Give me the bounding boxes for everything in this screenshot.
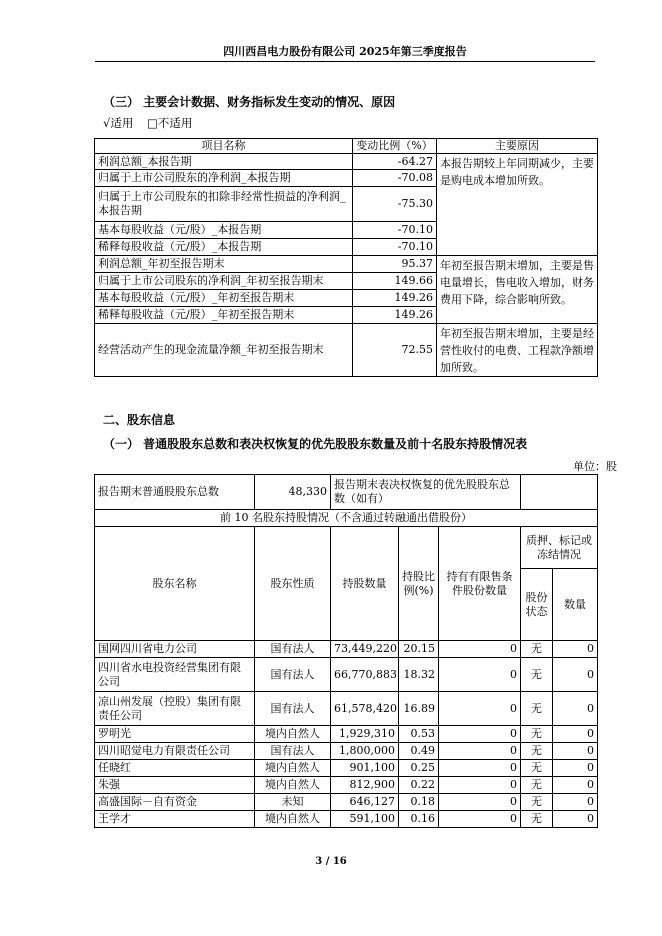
- table-row: [95, 777, 598, 794]
- shareholder-name: 王学才: [95, 811, 255, 828]
- item-cell: 利润总额_本报告期: [95, 154, 353, 170]
- not-applicable-option: □不适用: [146, 116, 193, 130]
- ratio-cell: -75.30: [353, 187, 437, 222]
- shareholder-nature: 国有法人: [255, 743, 331, 760]
- total-shareholders-value: 48,330: [255, 475, 331, 510]
- shareholder-qty: 0: [553, 692, 598, 726]
- shareholder-restricted: 0: [439, 811, 521, 828]
- col-header-qty: 数量: [553, 569, 598, 641]
- ratio-cell: 95.37: [353, 256, 437, 273]
- item-cell: 稀释每股收益（元/股）_本报告期: [95, 239, 353, 256]
- header-divider: [95, 61, 595, 62]
- shareholder-restricted: 0: [439, 743, 521, 760]
- total-shareholders-label: 报告期末普通股股东总数: [95, 475, 255, 510]
- preferred-shareholders-label: 报告期末表决权恢复的优先股股东总数（如有）: [331, 475, 521, 510]
- col-header-restricted: 持有有限售条件股份数量: [439, 527, 521, 641]
- shareholder-status: 无: [521, 658, 553, 692]
- unit-label: 单位：股: [573, 460, 617, 473]
- shareholder-name: 四川省水电投资经营集团有限公司: [95, 658, 255, 692]
- table-row: [95, 658, 598, 692]
- page-header: 四川西昌电力股份有限公司 2025年第三季度报告: [223, 45, 467, 58]
- ratio-cell: -70.10: [353, 239, 437, 256]
- table-row: [95, 743, 598, 760]
- shareholder-shares: 646,127: [331, 794, 399, 811]
- shareholder-nature: 境内自然人: [255, 760, 331, 777]
- shareholder-restricted: 0: [439, 692, 521, 726]
- shareholder-restricted: 0: [439, 794, 521, 811]
- top10-caption: 前 10 名股东持股情况（不含通过转融通出借股份）: [95, 510, 598, 527]
- shareholder-status: 无: [521, 794, 553, 811]
- ratio-cell: 149.26: [353, 290, 437, 307]
- section3-title: （三） 主要会计数据、财务指标发生变动的情况、原因: [103, 95, 396, 109]
- shareholder-name: 朱强: [95, 777, 255, 794]
- shareholder-ratio: 0.18: [399, 794, 439, 811]
- item-cell: 归属于上市公司股东的扣除非经常性损益的净利润_本报告期: [95, 187, 353, 222]
- shareholder-restricted: 0: [439, 641, 521, 658]
- shareholder-qty: 0: [553, 811, 598, 828]
- shareholder-subsection-title: （一） 普通股股东总数和表决权恢复的优先股股东数量及前十名股东持股情况表: [103, 437, 528, 451]
- item-cell: 基本每股收益（元/股）_本报告期: [95, 222, 353, 239]
- item-cell: 经营活动产生的现金流量净额_年初至报告期末: [95, 324, 353, 377]
- shareholder-ratio: 16.89: [399, 692, 439, 726]
- ratio-cell: -64.27: [353, 154, 437, 170]
- shareholder-qty: 0: [553, 641, 598, 658]
- shareholder-restricted: 0: [439, 658, 521, 692]
- shareholder-nature: 境内自然人: [255, 777, 331, 794]
- shareholder-qty: 0: [553, 658, 598, 692]
- shareholder-qty: 0: [553, 743, 598, 760]
- ratio-cell: -70.10: [353, 222, 437, 239]
- item-cell: 稀释每股收益（元/股）_年初至报告期末: [95, 307, 353, 324]
- shareholder-status: 无: [521, 692, 553, 726]
- item-cell: 归属于上市公司股东的净利润_年初至报告期末: [95, 273, 353, 290]
- shareholder-shares: 73,449,220: [331, 641, 399, 658]
- table-row: [95, 760, 598, 777]
- shareholder-shares: 901,100: [331, 760, 399, 777]
- reason-cell: 年初至报告期末增加，主要是售电量增长，售电收入增加，财务费用下降，综合影响所致。: [437, 256, 598, 324]
- col-header-nature: 股东性质: [255, 527, 331, 641]
- shareholder-restricted: 0: [439, 777, 521, 794]
- shareholder-shares: 66,770,883: [331, 658, 399, 692]
- shareholder-status: 无: [521, 777, 553, 794]
- shareholder-status: 无: [521, 726, 553, 743]
- preferred-shareholders-value: [521, 475, 598, 510]
- col-header-pledge-group: 质押、标记或冻结情况: [521, 527, 598, 569]
- shareholder-shares: 1,800,000: [331, 743, 399, 760]
- shareholder-ratio: 0.49: [399, 743, 439, 760]
- col-header-shares: 持股数量: [331, 527, 399, 641]
- table-row: [95, 726, 598, 743]
- shareholder-status: 无: [521, 641, 553, 658]
- shareholder-nature: 国有法人: [255, 658, 331, 692]
- shareholder-nature: 境内自然人: [255, 811, 331, 828]
- shareholder-status: 无: [521, 760, 553, 777]
- table-row: [95, 692, 598, 726]
- shareholder-restricted: 0: [439, 760, 521, 777]
- col-header-ratio: 变动比例（%）: [353, 139, 437, 154]
- col-header-reason: 主要原因: [437, 139, 598, 154]
- shareholder-name: 国网四川省电力公司: [95, 641, 255, 658]
- item-cell: 利润总额_年初至报告期末: [95, 256, 353, 273]
- item-cell: 归属于上市公司股东的净利润_本报告期: [95, 170, 353, 187]
- applicable-option: √适用: [103, 116, 134, 130]
- section2-title: 二、股东信息: [103, 413, 176, 427]
- ratio-cell: -70.08: [353, 170, 437, 187]
- table-row: [95, 641, 598, 658]
- shareholder-status: 无: [521, 743, 553, 760]
- ratio-cell: 149.26: [353, 307, 437, 324]
- table-row: [95, 811, 598, 828]
- shareholder-shares: 1,929,310: [331, 726, 399, 743]
- shareholder-nature: 境内自然人: [255, 726, 331, 743]
- shareholder-qty: 0: [553, 777, 598, 794]
- col-header-item: 项目名称: [95, 139, 353, 154]
- financial-change-table: [94, 138, 598, 377]
- ratio-cell: 72.55: [353, 324, 437, 377]
- shareholder-shares: 61,578,420: [331, 692, 399, 726]
- table-row: [95, 794, 598, 811]
- shareholder-shares: 591,100: [331, 811, 399, 828]
- shareholder-name: 任晓红: [95, 760, 255, 777]
- ratio-cell: 149.66: [353, 273, 437, 290]
- shareholder-ratio: 0.25: [399, 760, 439, 777]
- col-header-name: 股东名称: [95, 527, 255, 641]
- shareholder-name: 四川昭觉电力有限责任公司: [95, 743, 255, 760]
- shareholder-name: 凉山州发展（控股）集团有限责任公司: [95, 692, 255, 726]
- reason-cell: 年初至报告期末增加，主要是经营性收付的电费、工程款净额增加所致。: [437, 324, 598, 377]
- shareholder-name: 高盛国际－自有资金: [95, 794, 255, 811]
- shareholder-table: [94, 474, 598, 828]
- shareholder-restricted: 0: [439, 726, 521, 743]
- shareholder-ratio: 18.32: [399, 658, 439, 692]
- shareholder-status: 无: [521, 811, 553, 828]
- shareholder-nature: 国有法人: [255, 641, 331, 658]
- col-header-ratio: 持股比例(%): [399, 527, 439, 641]
- shareholder-ratio: 0.53: [399, 726, 439, 743]
- shareholder-qty: 0: [553, 760, 598, 777]
- item-cell: 基本每股收益（元/股）_年初至报告期末: [95, 290, 353, 307]
- shareholder-nature: 国有法人: [255, 692, 331, 726]
- shareholder-ratio: 0.16: [399, 811, 439, 828]
- shareholder-ratio: 0.22: [399, 777, 439, 794]
- shareholder-ratio: 20.15: [399, 641, 439, 658]
- shareholder-nature: 未知: [255, 794, 331, 811]
- shareholder-shares: 812,900: [331, 777, 399, 794]
- shareholder-qty: 0: [553, 794, 598, 811]
- shareholder-name: 罗明光: [95, 726, 255, 743]
- applicability-line: [103, 115, 192, 131]
- page-number: 3 / 16: [315, 856, 347, 867]
- shareholder-qty: 0: [553, 726, 598, 743]
- reason-cell: 本报告期较上年同期减少，主要是购电成本增加所致。: [437, 154, 598, 256]
- col-header-status: 股份状态: [521, 569, 553, 641]
